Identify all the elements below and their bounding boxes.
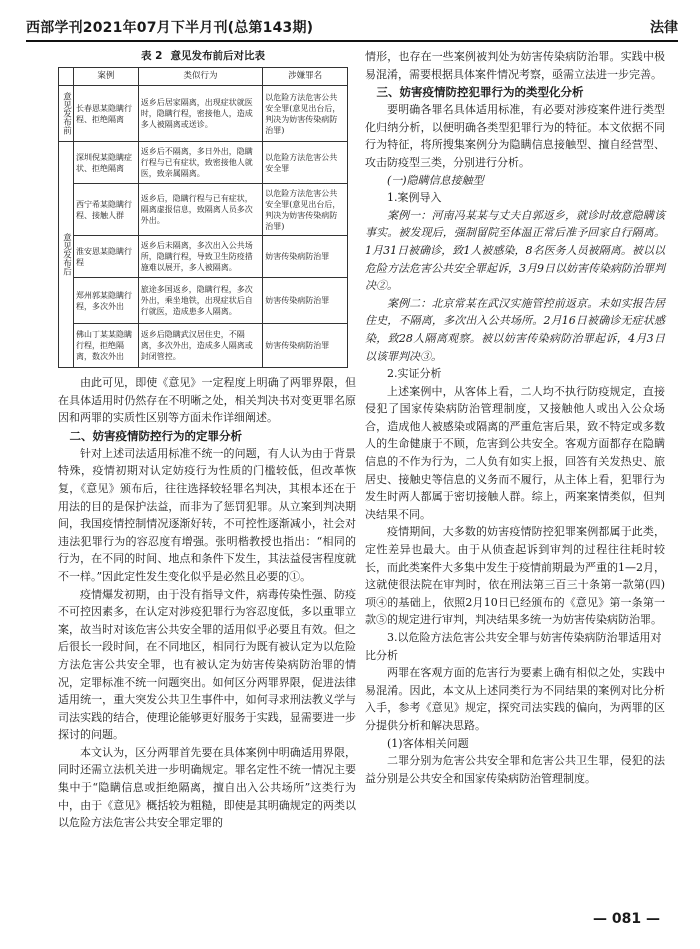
act-cell: 返乡后居家隔离，出现症状就医时，隐瞒行程，密接他人，造成多人被隔离或送诊。 [138, 86, 263, 142]
table-header-cell: 涉嫌罪名 [263, 68, 348, 86]
journal-title: 西部学刊2021年07月下半月刊(总第143期) [26, 20, 314, 36]
subsection-heading: (一)隐瞒信息接触型 [387, 173, 484, 187]
body-paragraph: 疫情爆发初期，由于没有指导文件，病毒传染性强、防疫不可控因素多，在认定对涉疫犯罪行为容忍度低，多以重罪立案，故当时对该危害公共安全罪的适用似乎必要且有效。但之后很长一段时间，在不同地区，相同行为既有被认定为以危险方法危害公共安全罪，也有被认定为妨害传染病防治罪的情况，定罪标准不统一问题突出。如何区分两罪界限，促进法律适用统一，重大突发公共卫生事件中，如何寻求刑法教义学与司法实践的结合，使理论能够更好服务于实践，显需要进一步探讨的问题。 [58, 587, 356, 742]
comparison-table [58, 67, 348, 368]
table-header-cell: 类似行为 [138, 68, 263, 86]
crime-cell: 以危险方法危害公共安全罪 [263, 142, 348, 184]
body-paragraph: 本文认为，区分两罪首先要在具体案例中明确适用界限，同时还需立法机关进一步明确规定。罪名定性不统一情况主要集中于“隐瞒信息或拒绝隔离，擅自出入公共场所”这类行为中，由于《意见》概括较为粗糙，即使是其明确规定的两类以以危险方法危害公共安全罪定罪的 [58, 745, 356, 830]
table-number: 表 2 [141, 50, 163, 62]
crime-cell: 以危险方法危害公共安全罪(意见出台后，判决为妨害传染病防治罪) [263, 184, 348, 236]
case-cell: 淮安恩某隐瞒行程 [73, 236, 138, 278]
section-tag: 法律 [650, 20, 678, 36]
case-cell: 西宁希某隐瞒行程、接触人群 [73, 184, 138, 236]
table-row [59, 278, 348, 324]
body-paragraph: 要明确各罪名具体适用标准，有必要对涉疫案件进行类型化归纳分析，以便明确各类型犯罪行为的特征。本文依据不同行为特征，将所搜集案例分为隐瞒信息接触型、擅自经营型、攻击防疫型三类，分别进行分析。 [365, 103, 665, 169]
body-paragraph: 情形，也存在一些案例被判处为妨害传染病防治罪。实践中极易混淆，需要根据具体案件情况考察，亟需立法进一步完善。 [365, 50, 665, 81]
right-column [365, 48, 665, 787]
left-column [58, 48, 356, 832]
act-cell: 返乡后未隔离，多次出入公共场所，隐瞒行程，导致卫生防疫措施难以展开，多人被隔离。 [138, 236, 263, 278]
act-cell: 旅途多国返乡，隐瞒行程，多次外出，乘坐地铁，出现症状后自行就医，造成患多人隔离。 [138, 278, 263, 324]
case-cell: 深圳倪某隐瞒症状、拒绝隔离 [73, 142, 138, 184]
crime-cell: 以危险方法危害公共安全罪(意见出台后，判决为妨害传染病防治罪) [263, 86, 348, 142]
page-number: — 081 — [593, 911, 660, 927]
case-paragraph: 案例二：北京常某在武汉实施管控前返京。未如实报告居住史，不隔离，多次出入公共场所。2月16日被确诊无症状感染，致28人隔离观察。被以妨害传染病防治罪起诉，4月3日以该罪判决③。 [365, 296, 665, 363]
subsection-heading: (1)客体相关问题 [387, 736, 469, 750]
table-row [59, 236, 348, 278]
group-label: 意见发布后 [59, 142, 74, 368]
act-cell: 返乡后，隐瞒行程与已有症状，隔离虚报信息，致隔离人员多次外出。 [138, 184, 263, 236]
body-paragraph: 疫情期间，大多数的妨害疫情防控犯罪案例都属于此类，定性差异也最大。由于从侦查起诉到审判的过程往往耗时较长，而此类案件大多集中发生于疫情前期最为严重的1—2月，这就使很法院在审判时，依在刑法第三百三十条第一款第(四)项④的基础上，依照2月10日已经颁布的《意见》第一条第一款⑤的规定进行审判，判决结果多统一为妨害传染病防治罪。 [365, 525, 665, 627]
table-header-cell [59, 68, 74, 86]
crime-cell: 妨害传染病防治罪 [263, 324, 348, 368]
body-paragraph: 上述案例中，从客体上看，二人均不执行防疫规定，直接侵犯了国家传染病防治管理制度，又接触他人或出入公众场合，造成他人被感染或隔离的严重危害后果，致不特定或多数人的生命健康于不顾，危害到公共安全。客观方面都存在隐瞒信息的不作为行为，二人负有如实上报，回答有关发热史、旅居史、接触史等信息的义务而不履行，从主体上看，犯罪行为发生时两人都属于密切接触人群。综上，两案案情类似，但判决结果不同。 [365, 384, 665, 521]
table-title: 意见发布前后对比表 [170, 50, 265, 62]
crime-cell: 妨害传染病防治罪 [263, 278, 348, 324]
case-cell: 佛山丁某某隐瞒行程，拒绝隔离，数次外出 [73, 324, 138, 368]
table-row [59, 86, 348, 142]
body-paragraph: 针对上述司法适用标准不统一的问题，有人认为由于背景特殊，疫情初期对认定妨疫行为性质的门槛较低，但改革恢复，《意见》颁布后，往往选择较轻罪名判决，其根本还在于用法的目的是保护法益，而非为了惩罚犯罪。从立案到判决期间，我国疫情控制情况逐渐好转，不可控性逐渐减小，社会对违法犯罪行为的容忍度有增强。张明楷教授也指出：“相同的行为，在不同的时间、地点和条件下发生，其法益侵害程度就不一样。”因此定性发生变化似乎是必然且必要的①。 [58, 446, 356, 583]
table-header-cell: 案例 [73, 68, 138, 86]
group-label: 意见发布前 [59, 86, 74, 142]
act-cell: 返乡后隐瞒武汉居住史，不隔离，多次外出，造成多人隔离或封闭管控。 [138, 324, 263, 368]
page-header [26, 14, 678, 42]
subsection-heading: 2.实证分析 [387, 367, 442, 381]
table-row [59, 142, 348, 184]
table-caption [58, 48, 356, 63]
section-heading: 三、妨害疫情防控犯罪行为的类型化分析 [376, 85, 584, 100]
table-row [59, 184, 348, 236]
case-cell: 长春恩某隐瞒行程、拒绝隔离 [73, 86, 138, 142]
table-header-row [59, 68, 348, 86]
body-paragraph: 两罪在客观方面的危害行为要素上确有相似之处，实践中易混淆。因此，本文从上述同类行为不同结果的案例对比分析入手，参考《意见》规定，探究司法实践的偏向，为两罪的区分提供分析和解决思路。 [365, 666, 665, 732]
case-paragraph: 案例一：河南冯某某与丈夫自郭返乡，就诊时故意隐瞒该事实。被发现后，强制留院至体温正常后准予回家自行隔离。1月31日被确诊，致1人被感染，8名医务人员被隔离。被以以危险方法危害公共安全罪起诉，3月9日以妨害传染病防治罪判决②。 [365, 208, 665, 293]
body-paragraph: 二罪分别为危害公共安全罪和危害公共卫生罪，侵犯的法益分别是公共安全和国家传染病防治管理制度。 [365, 754, 665, 785]
crime-cell: 妨害传染病防治罪 [263, 236, 348, 278]
case-cell: 郑州郭某隐瞒行程，多次外出 [73, 278, 138, 324]
body-paragraph: 由此可见，即使《意见》一定程度上明确了两罪界限，但在具体适用时仍然存在不明晰之处，相关判决书对变更罪名原因和两罪的实质性区别等方面未作详细阐述。 [58, 376, 356, 425]
table-row [59, 324, 348, 368]
subsection-heading: 3.以危险方法危害公共安全罪与妨害传染病防治罪适用对比分析 [365, 631, 662, 662]
act-cell: 返乡后不隔离，多日外出，隐瞒行程与已有症状，致密接他人就医，致亲属隔离。 [138, 142, 263, 184]
subsection-heading: 1.案例导入 [387, 191, 442, 205]
section-heading: 二、妨害疫情防控行为的定罪分析 [69, 428, 242, 443]
